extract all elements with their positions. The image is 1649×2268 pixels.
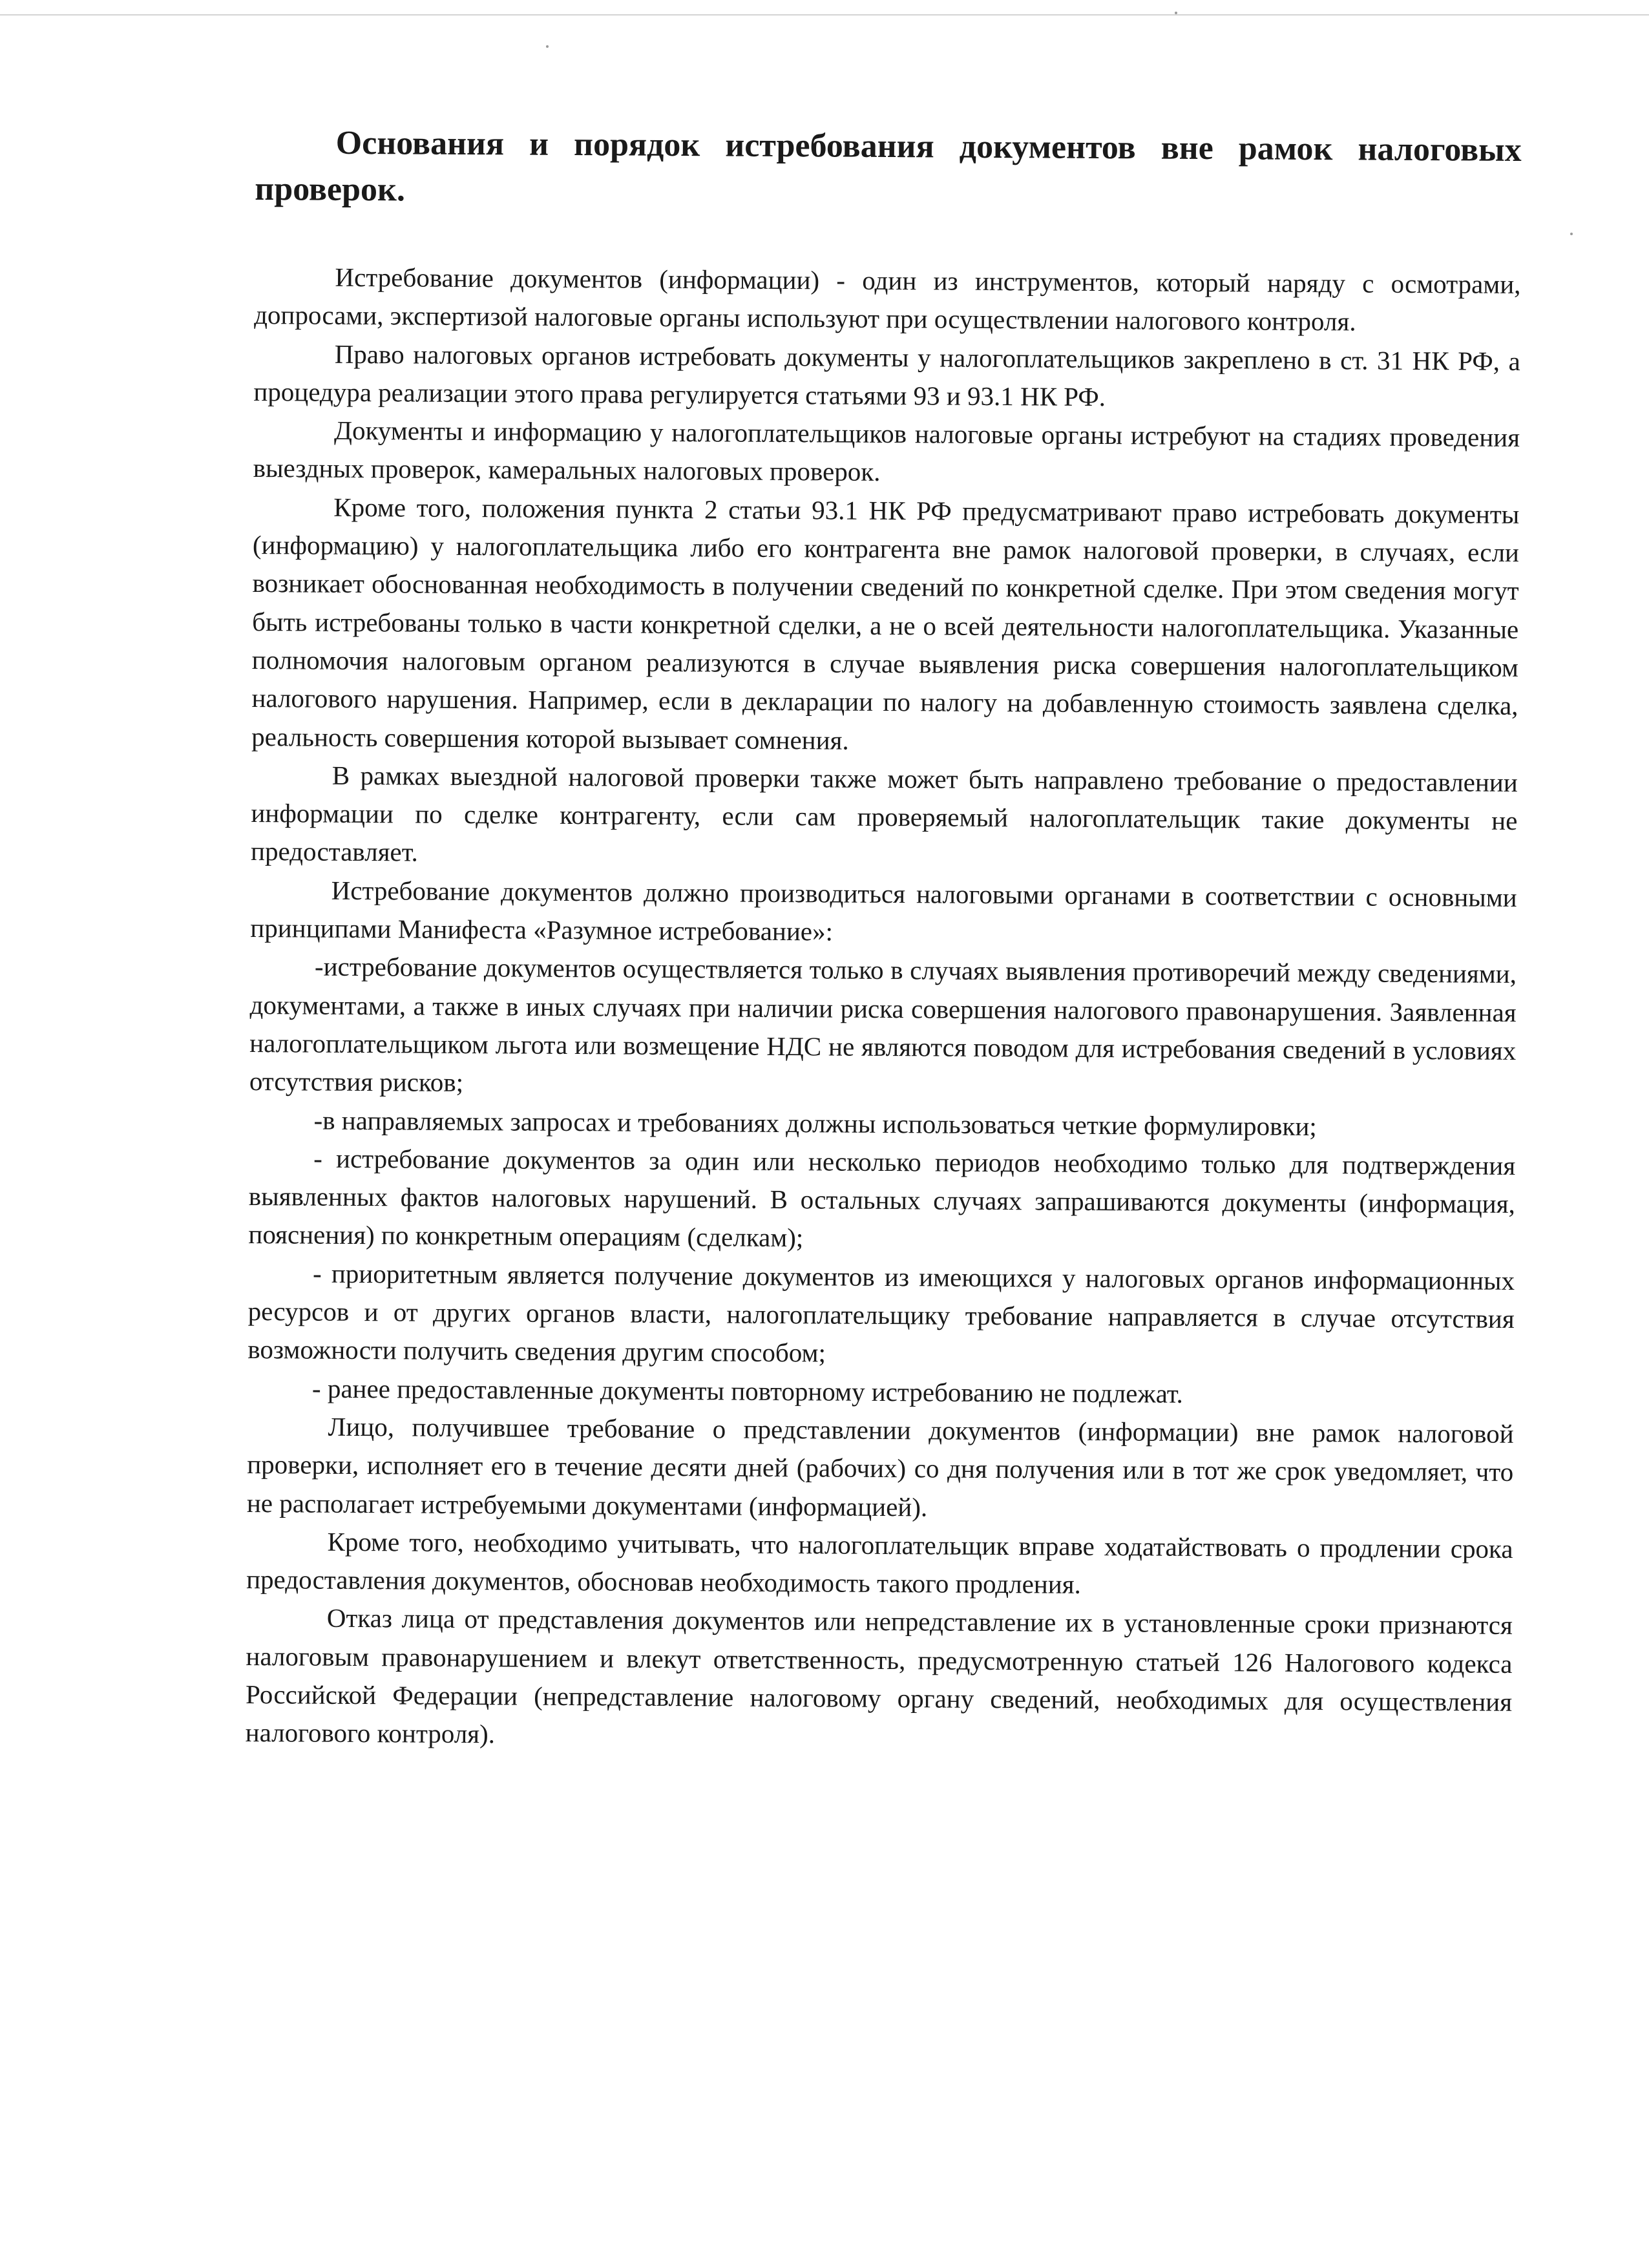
- paragraph-intro: Истребование документов (информации) - один из инструментов, который наряду с осмотрами, допросами, экспертизой налоговые органы используют при осуществлении налогового контроля.: [254, 262, 1521, 337]
- paragraph-field-audit: В рамках выездной налоговой проверки также может быть направлено требование о предоставлении информации по сделке контрагенту, если сам проверяемый налогоплательщик такие документы не предоставляет.: [250, 760, 1518, 868]
- scan-speck: [546, 45, 549, 48]
- paragraph-principle-1: -истребование документов осуществляется только в случаях выявления противоречий между сведениями, документами, а также в иных случаях при наличии риска совершения налогового правонарушения. Заявленная налогоплательщиком льгота или возмещение НДС не являются поводом для истребования сведений в условиях отсутствия рисков;: [249, 951, 1517, 1098]
- paragraph-legal-basis: Право налоговых органов истребовать документы у налогоплательщиков закреплено в ст. 31 НК РФ, а процедура реализации этого права регулируется статьями 93 и 93.1 НК РФ.: [253, 339, 1520, 412]
- paragraph-outside-audit: Кроме того, положения пункта 2 статьи 93.1 НК РФ предусматривают право истребовать документы (информацию) у налогоплательщика либо его контрагента вне рамок налоговой проверки, в случаях, если возникает обоснованная необходимость в получении сведений по конкретной сделке. При этом сведения могут быть истребованы только в части конкретной сделки, а не о всей деятельности налогоплательщика. Указанные полномочия налоговым органом реализуются в случае выявления риска совершения налогоплательщиком налогового нарушения. Например, если в декларации по налогу на добавленную стоимость заявлена сделка, реальность совершения которой вызывает сомнения.: [251, 492, 1520, 755]
- paragraph-extension: Кроме того, необходимо учитывать, что налогоплательщик вправе ходатайствовать о продлении срока предоставления документов, обосновав необходимость такого продления.: [246, 1526, 1513, 1599]
- paragraph-deadline: Лицо, получившее требование о представлении документов (информации) вне рамок налоговой проверки, исполняет его в течение десяти дней (рабочих) со дня получения или в тот же срок уведомляет, что не располагает истребуемыми документами (информацией).: [246, 1411, 1514, 1522]
- scan-speck: [1175, 12, 1177, 14]
- paragraph-principle-3: - истребование документов за один или несколько периодов необходимо только для подтверждения выявленных фактов налоговых нарушений. В остальных случаях запрашиваются документы (информация, пояснения) по конкретным операциям (сделкам);: [248, 1143, 1516, 1253]
- paragraph-manifesto: Истребование документов должно производиться налоговыми органами в соответствии с основными принципами Манифеста «Разумное истребование»:: [250, 875, 1517, 947]
- document-page: [246, 120, 1522, 1760]
- scan-top-edge: [0, 14, 1649, 16]
- paragraph-principle-5: - ранее предоставленные документы повторному истребованию не подлежат.: [311, 1373, 1184, 1409]
- scan-speck: [1570, 233, 1573, 235]
- paragraph-stages: Документы и информацию у налогоплательщиков налоговые органы истребуют на стадиях проведения выездных проверок, камеральных налоговых проверок.: [253, 415, 1520, 487]
- paragraph-liability: Отказ лица от представления документов или непредставление их в установленные сроки признаются налоговым правонарушением и влекут ответственность, предусмотренную статьей 126 Налогового кодекса Российской Федерации (непредставление налоговому органу сведений, необходимых для осуществления налогового контроля).: [245, 1603, 1513, 1749]
- paragraph-principle-4: - приоритетным является получение документов из имеющихся у налоговых органов информационных ресурсов и от других органов власти, налогоплательщику требование направляется в случае отсутствия возможности получить сведения другим способом;: [247, 1258, 1515, 1368]
- paragraph-principle-2: -в направляемых запросах и требованиях должны использоваться четкие формулировки;: [313, 1105, 1317, 1141]
- document-title: Основания и порядок истребования документов вне рамок налоговых проверок.: [255, 124, 1522, 209]
